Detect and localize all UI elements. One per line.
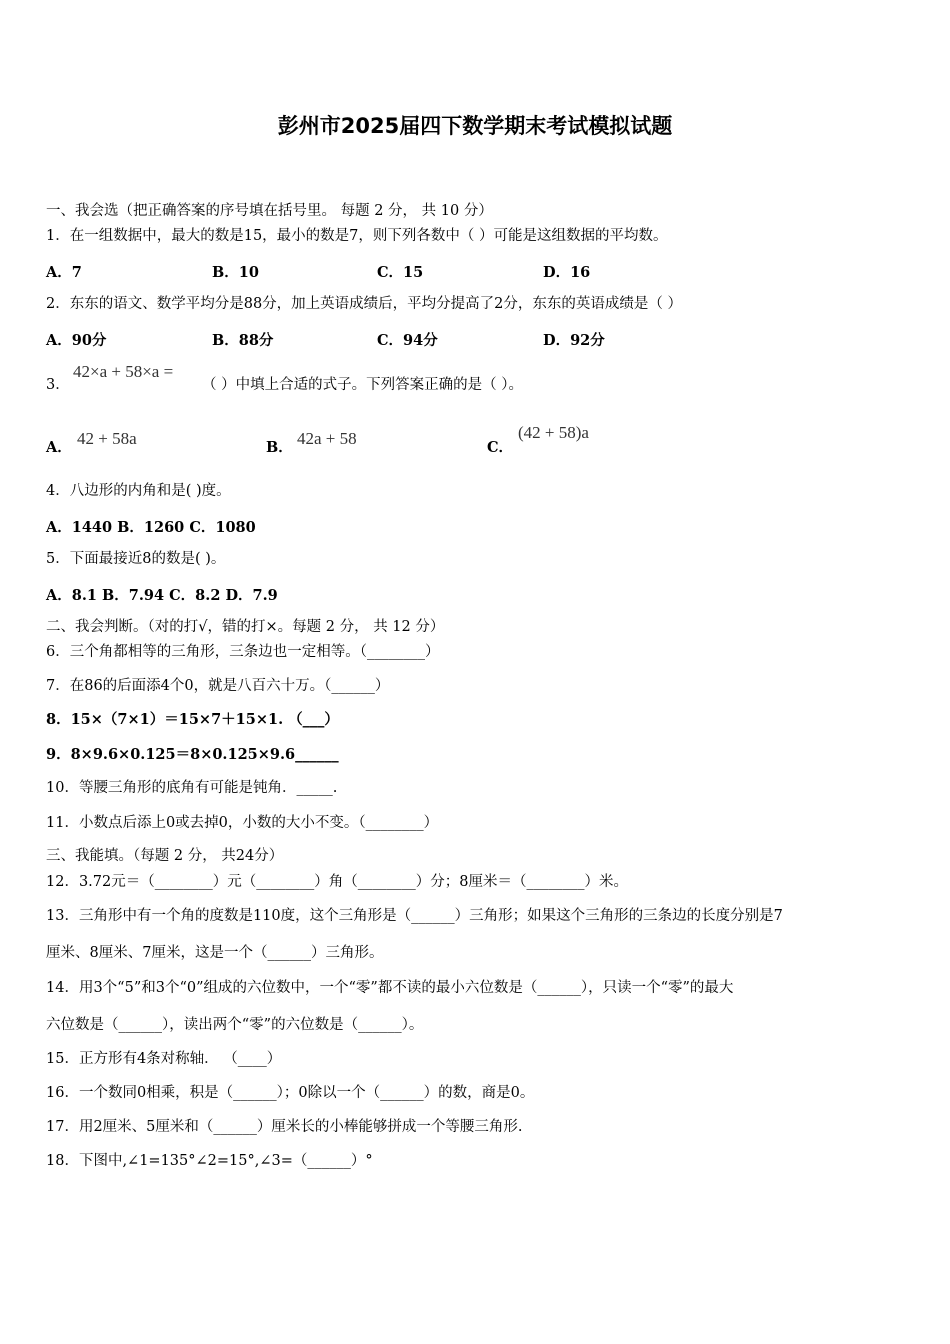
q2-option-d: D．92分 [543, 332, 605, 349]
question-12: 12．3.72元＝（________）元（________）角（________）分；8厘米＝（________）米。 [46, 874, 628, 890]
page-title: 彭州市2025届四下数学期末考试模拟试题 [277, 114, 673, 138]
q2-option-b: B．88分 [212, 332, 274, 349]
q3-option-c-label: C． [487, 439, 514, 456]
q3-option-b-formula: 42a + 58 [297, 429, 357, 448]
question-6: 6．三个角都相等的三角形，三条边也一定相等。（________） [46, 644, 440, 660]
question-8: 8．15×（7×1）＝15×7＋15×1. （___） [46, 711, 339, 728]
q3-formula: 42×a + 58×a = [73, 362, 174, 381]
question-5: 5．下面最接近8的数是( )。 [46, 551, 226, 567]
question-11: 11．小数点后添上0或去掉0，小数的大小不变。（________） [46, 815, 439, 831]
section3-header: 三、我能填。（每题 2 分， 共24分） [46, 848, 284, 864]
q3-option-a-formula: 42 + 58a [77, 429, 137, 448]
q1-option-c: C．15 [377, 264, 424, 281]
question-3-number: 3． [46, 377, 70, 393]
q1-option-b: B．10 [212, 264, 259, 281]
question-13-line2: 厘米、8厘米、7厘米，这是一个（______）三角形。 [46, 945, 384, 961]
question-9: 9．8×9.6×0.125＝8×0.125×9.6______ [46, 746, 339, 763]
q1-option-a: A．7 [46, 264, 82, 281]
question-3-text: （ ）中填上合适的式子。下列答案正确的是（ ）。 [202, 377, 523, 393]
question-2: 2．东东的语文、数学平均分是88分，加上英语成绩后，平均分提高了2分，东东的英语成绩是（ ） [46, 296, 683, 312]
section2-header: 二、我会判断。（对的打√，错的打×。每题 2 分， 共 12 分） [46, 619, 445, 635]
question-15: 15．正方形有4条对称轴． （____） [46, 1051, 282, 1067]
question-14-line1: 14．用3个“5”和3个“0”组成的六位数中，一个“零”都不读的最小六位数是（______），只读一个“零”的最大 [46, 980, 734, 996]
q3-option-b-label: B． [266, 439, 293, 456]
q2-option-a: A．90分 [46, 332, 107, 349]
question-14-line2: 六位数是（______），读出两个“零”的六位数是（______）。 [46, 1017, 424, 1033]
section1-header: 一、我会选（把正确答案的序号填在括号里。 每题 2 分， 共 10 分） [46, 203, 493, 219]
question-10: 10．等腰三角形的底角有可能是钝角．_____. [46, 780, 338, 796]
q1-option-d: D．16 [543, 264, 591, 281]
question-4: 4．八边形的内角和是( )度。 [46, 483, 231, 499]
question-7: 7．在86的后面添4个0，就是八百六十万。（______） [46, 678, 390, 694]
question-18: 18．下图中,∠1=135°∠2=15°,∠3=（______）° [46, 1153, 373, 1169]
q4-options: A．1440 B．1260 C．1080 [46, 519, 256, 536]
q5-options: A．8.1 B．7.94 C．8.2 D．7.9 [46, 587, 278, 604]
question-17: 17．用2厘米、5厘米和（______）厘米长的小棒能够拼成一个等腰三角形. [46, 1119, 523, 1135]
question-16: 16．一个数同0相乘，积是（______）；0除以一个（______）的数，商是0。 [46, 1085, 535, 1101]
question-13-line1: 13．三角形中有一个角的度数是110度，这个三角形是（______）三角形；如果这个三角形的三条边的长度分别是7 [46, 908, 783, 924]
q2-option-c: C．94分 [377, 332, 438, 349]
q3-option-c-formula: (42 + 58)a [518, 423, 589, 442]
question-1: 1．在一组数据中，最大的数是15，最小的数是7，则下列各数中（ ）可能是这组数据的平均数。 [46, 228, 668, 244]
q3-option-a-label: A． [46, 439, 72, 456]
